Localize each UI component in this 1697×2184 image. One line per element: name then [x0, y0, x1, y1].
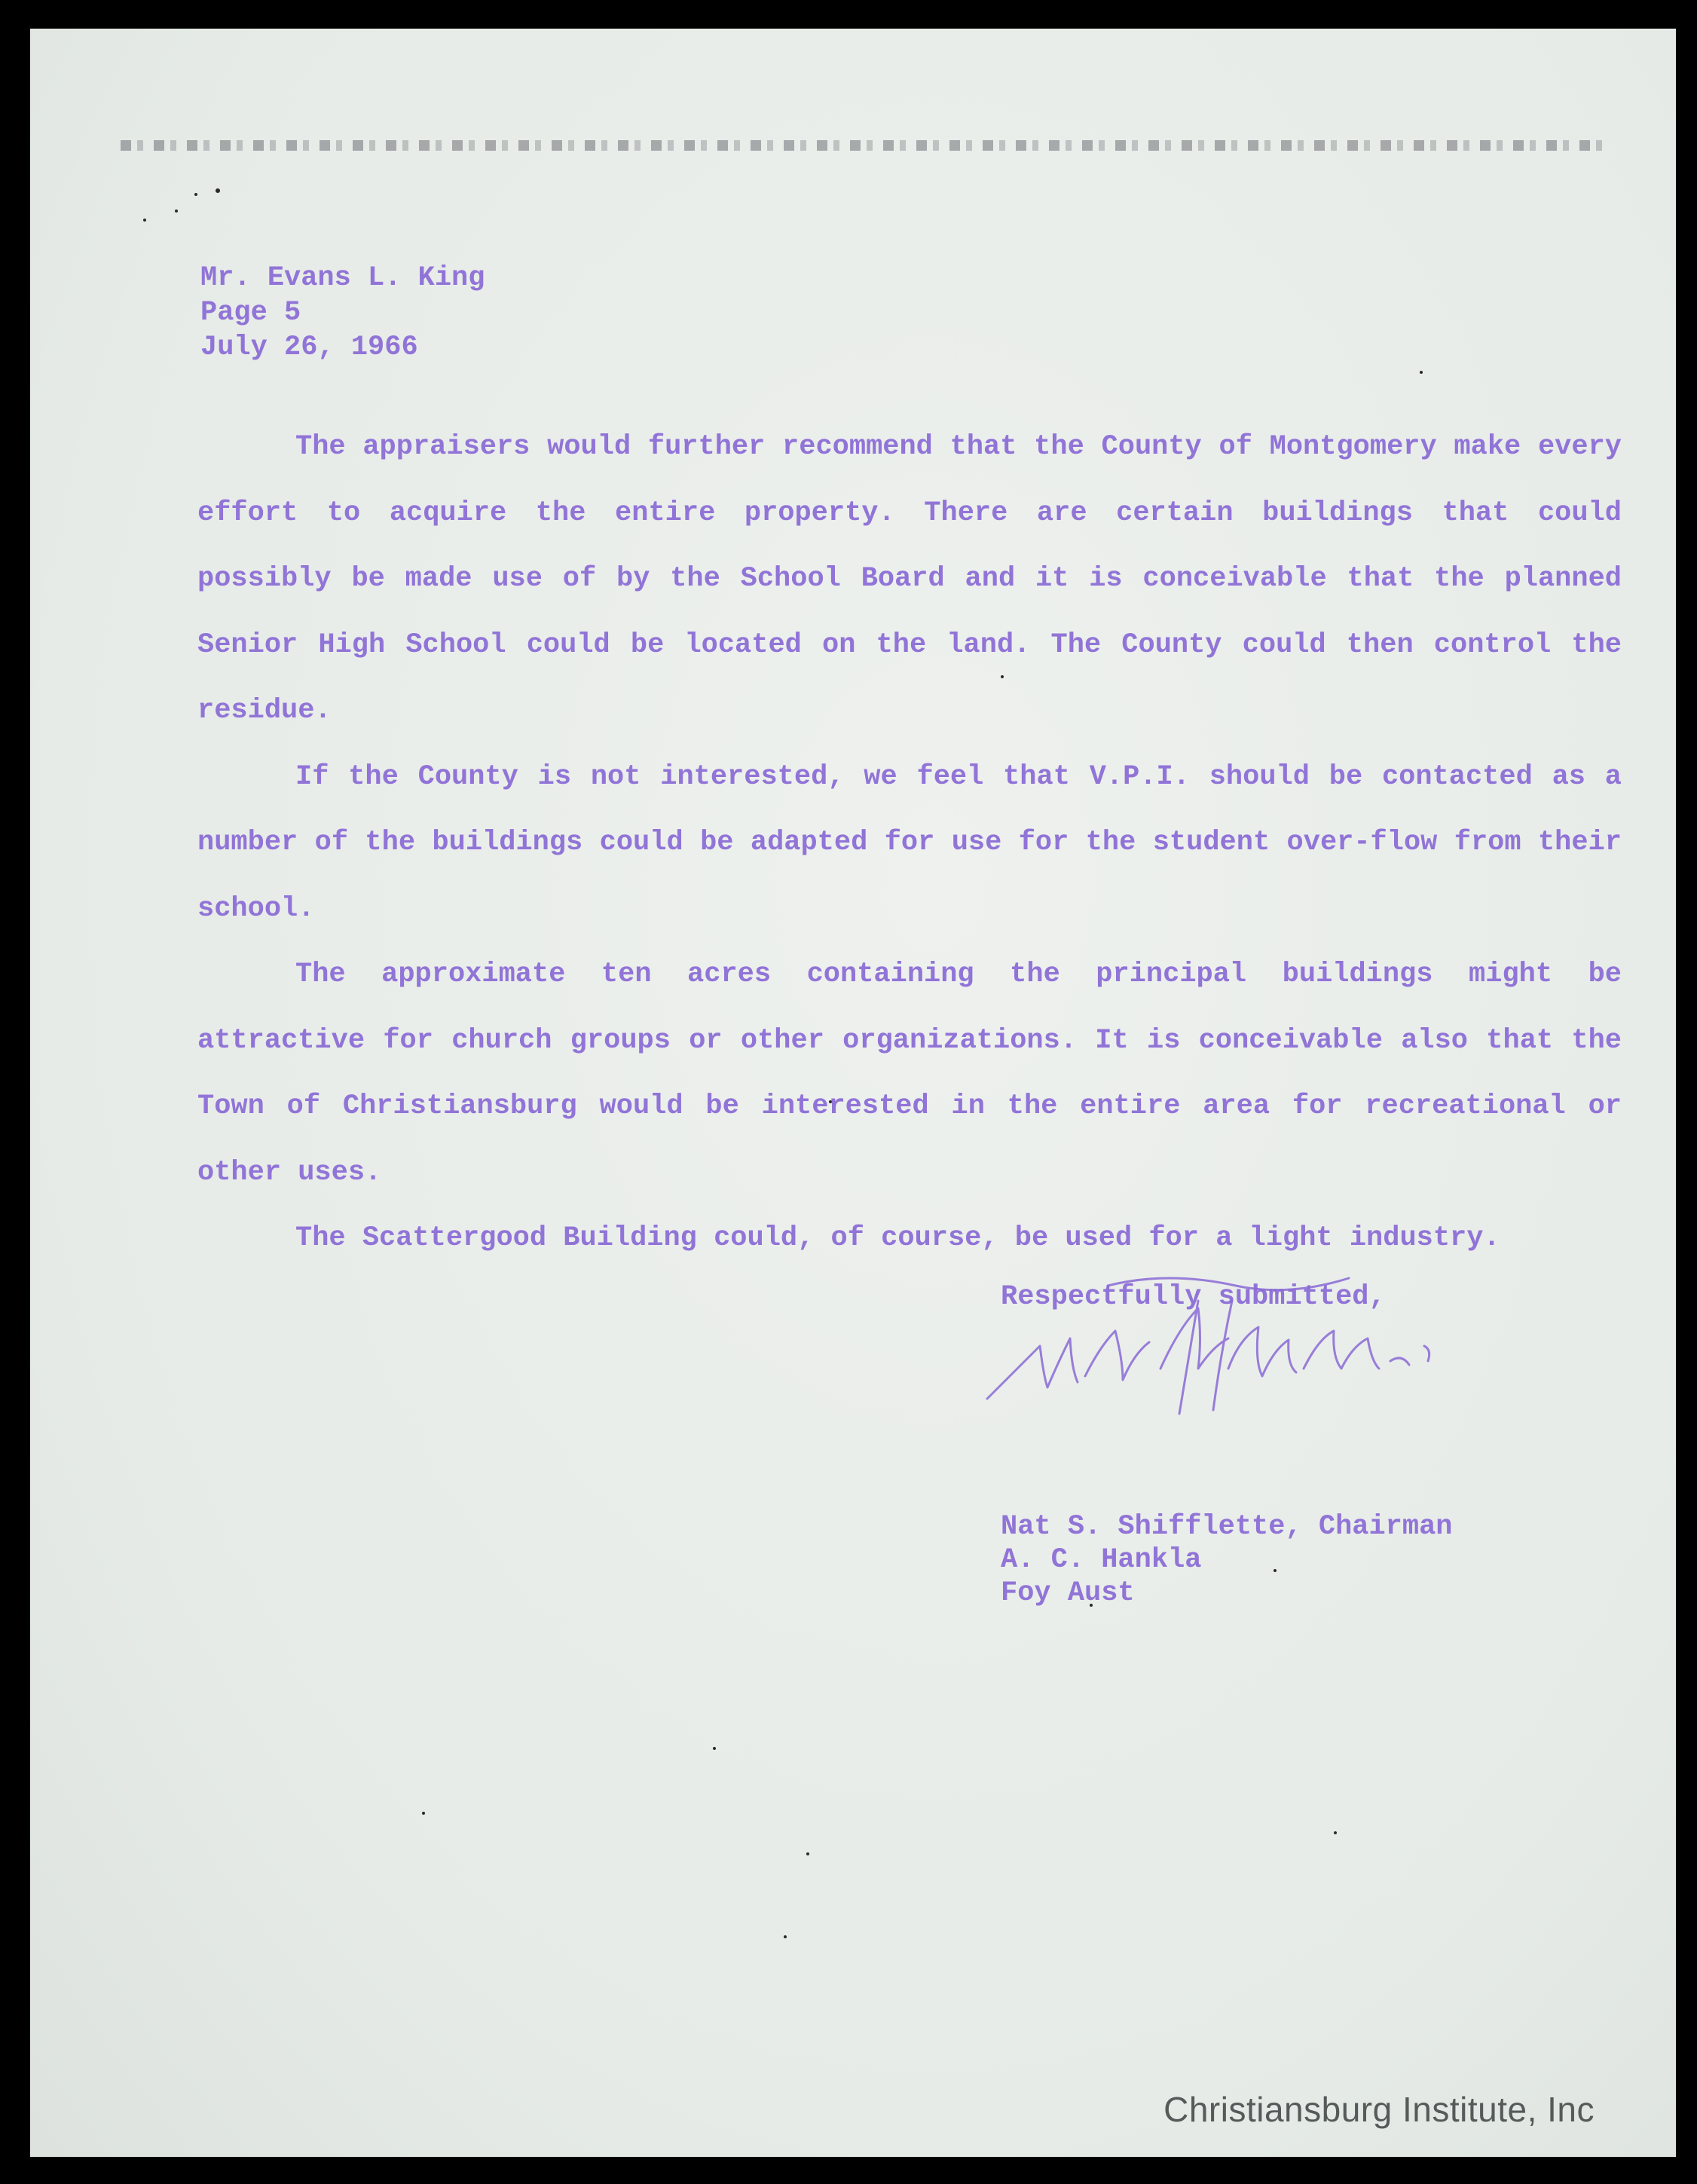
- page-number-line: Page 5: [200, 297, 301, 329]
- speck: [422, 1812, 425, 1815]
- body-paragraph: The appraisers would further recommend that the County of Montgomery make every effort to acquire the entire property. There are certain buildings that could possibly be made use of by the School Board and it is conceivable that the planned Senior High School could be located on the land. The County could then control the residue.: [197, 431, 1622, 726]
- letter-body: [197, 414, 1622, 1272]
- speck: [175, 210, 178, 213]
- signers-block: [1001, 1510, 1453, 1610]
- letter-header: [200, 261, 485, 365]
- speck: [713, 1747, 716, 1750]
- signer-name: Nat S. Shifflette, Chairman: [1001, 1511, 1453, 1543]
- signer-name: Foy Aust: [1001, 1577, 1135, 1609]
- speck: [806, 1852, 809, 1855]
- handwritten-signature: [972, 1256, 1469, 1429]
- letter-page: [30, 29, 1676, 2157]
- body-paragraph: If the County is not interested, we feel that V.P.I. should be contacted as a number of the buildings could be adapted for use for the student over-flow from their school.: [197, 760, 1622, 925]
- closing-line: Respectfully submitted,: [1001, 1281, 1386, 1313]
- speck: [194, 193, 197, 196]
- speck: [216, 188, 220, 193]
- body-paragraph: The Scattergood Building could, of course, be used for a light industry.: [295, 1222, 1500, 1254]
- speck: [784, 1935, 787, 1938]
- signer-name: A. C. Hankla: [1001, 1544, 1202, 1576]
- archive-watermark: Christiansburg Institute, Inc: [1163, 2090, 1595, 2129]
- speck: [1420, 371, 1423, 374]
- speck: [143, 219, 146, 222]
- body-paragraph: The approximate ten acres containing the principal buildings might be attractive for church groups or other organizations. It is conceivable also that the Town of Christiansburg would be interested in the entire area for recreational or other uses.: [197, 959, 1622, 1188]
- recipient-line: Mr. Evans L. King: [200, 262, 485, 294]
- speck: [1334, 1831, 1337, 1834]
- top-edge-print-artifact: [121, 140, 1613, 151]
- date-line: July 26, 1966: [200, 332, 418, 363]
